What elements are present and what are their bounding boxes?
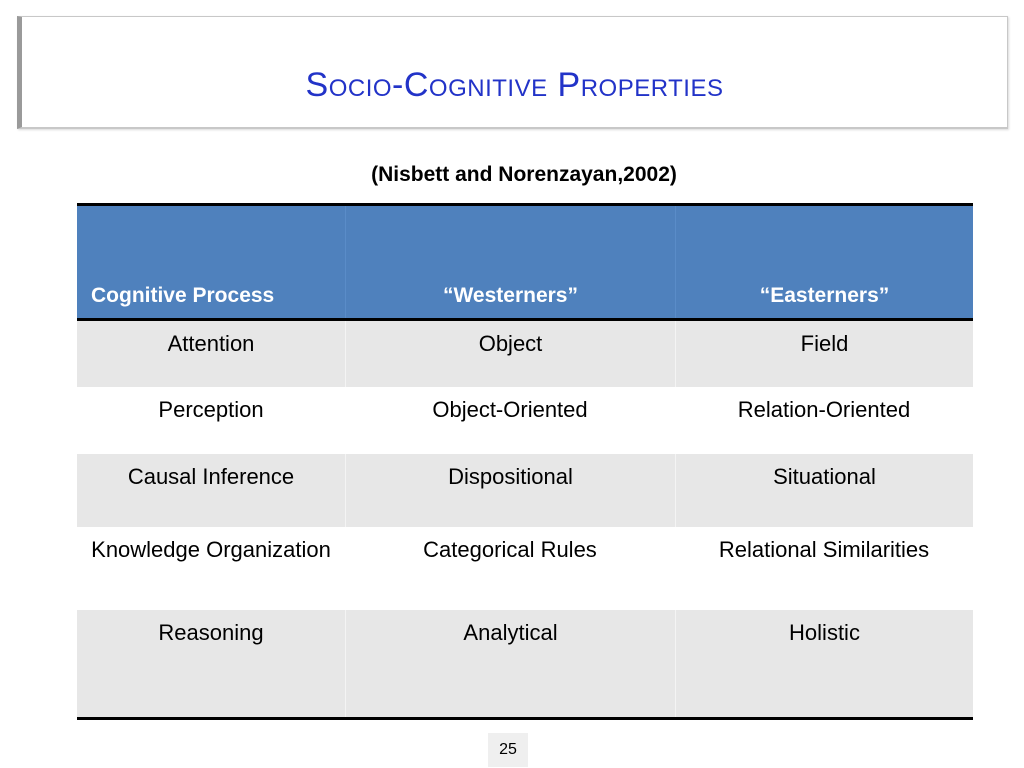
cell-westerners: Analytical — [345, 610, 675, 717]
cell-easterners: Relation-Oriented — [737, 397, 911, 422]
cell-easterners: Situational — [675, 454, 973, 527]
cell-process: Knowledge Organization — [91, 537, 331, 562]
cell-westerners: Object-Oriented — [432, 397, 588, 422]
header-cognitive-process: Cognitive Process — [91, 284, 275, 307]
table-row — [77, 454, 973, 527]
cell-easterners: Relational Similarities — [718, 537, 930, 562]
page-number: 25 — [488, 733, 528, 767]
cell-westerners: Object — [345, 321, 675, 387]
table-row — [77, 527, 973, 610]
cell-westerners: Categorical Rules — [423, 537, 597, 562]
cell-easterners: Field — [675, 321, 973, 387]
header-easterners: “Easterners” — [675, 206, 973, 318]
cell-process: Perception — [158, 397, 264, 422]
cell-easterners: Holistic — [675, 610, 973, 717]
table-row — [77, 610, 973, 717]
title-box — [17, 16, 1008, 129]
cell-process: Reasoning — [158, 620, 264, 645]
citation: (Nisbett and Norenzayan,2002) — [371, 163, 677, 186]
cell-westerners: Dispositional — [345, 454, 675, 527]
table-row — [77, 321, 973, 387]
header-westerners: “Westerners” — [345, 206, 675, 318]
cell-process: Attention — [167, 331, 255, 356]
slide-title: Socio-Cognitive Properties — [305, 66, 724, 104]
comparison-table — [77, 203, 973, 720]
cell-process: Causal Inference — [127, 464, 295, 489]
table-row — [77, 387, 973, 454]
table-header-row — [77, 206, 973, 321]
